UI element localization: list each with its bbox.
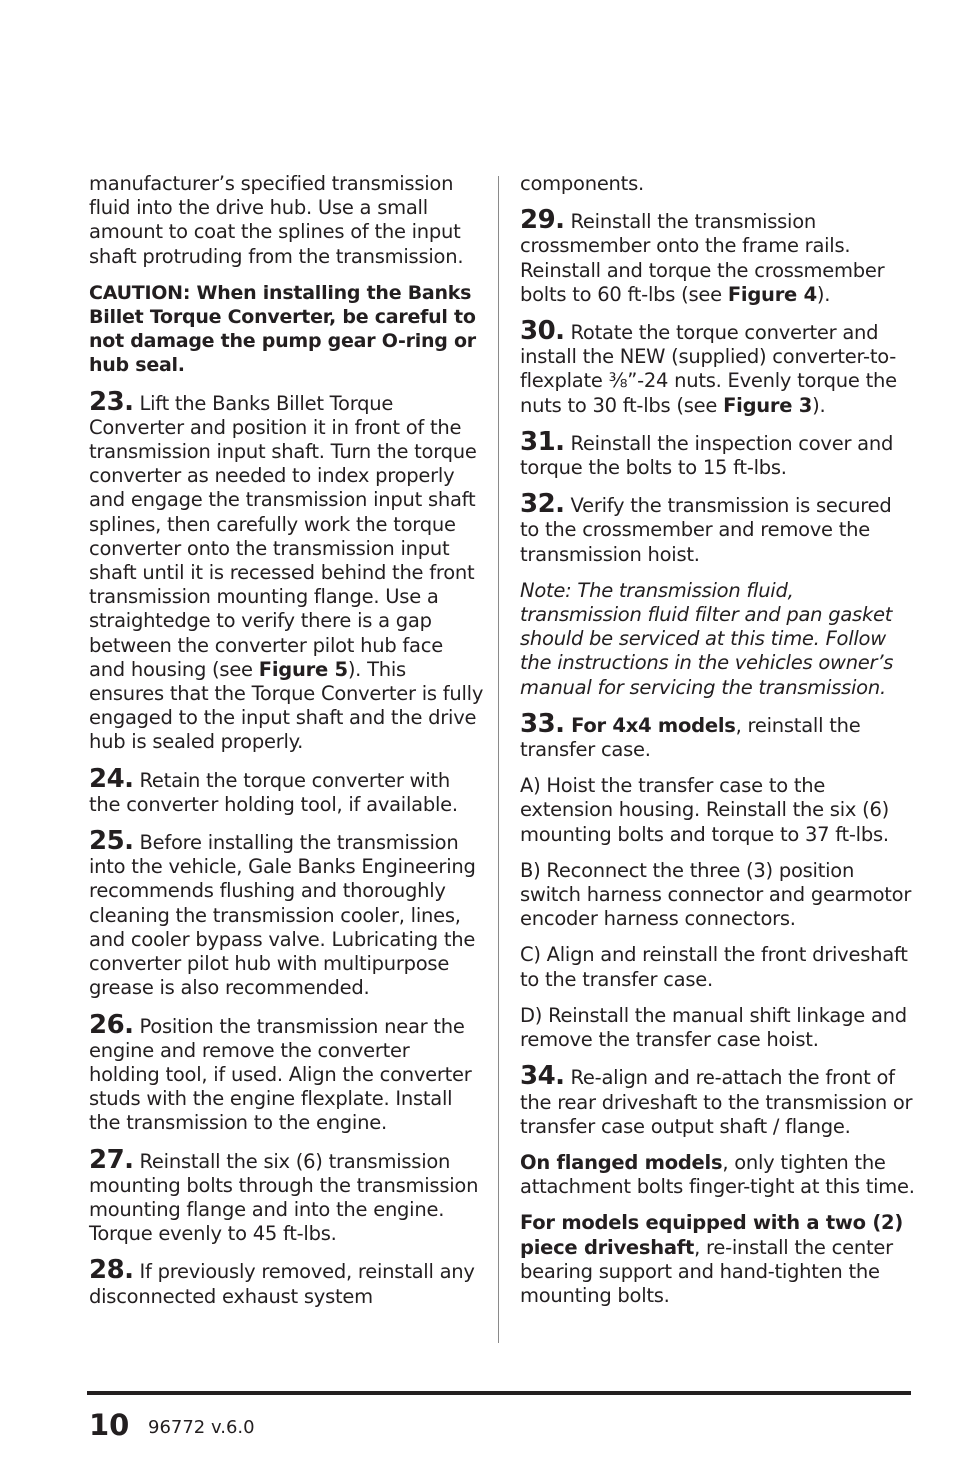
caution-note: CAUTION: When installing the Banks Billet Torque Converter, be careful to not damage the pump gear O-ring or hub seal. bbox=[89, 281, 476, 377]
step-text: Before installing the transmission into the vehicle, Gale Banks Engineering recommends flushing and thoroughly cleaning the transmission cooler, lines, and cooler bypass valve. Lubricating the converter pilot hub with multipurpose grease is also recommended. bbox=[89, 831, 476, 1000]
step-text: ). bbox=[816, 282, 831, 306]
step-24 bbox=[89, 763, 484, 817]
page-number: 10 bbox=[89, 1408, 130, 1442]
flanged-models-note bbox=[520, 1151, 915, 1199]
footer-rule bbox=[87, 1391, 911, 1395]
figure-reference: Figure 5 bbox=[258, 657, 348, 681]
step-text: Reinstall the inspection cover and torque the bolts to 15 ft-lbs. bbox=[520, 431, 894, 480]
left-column bbox=[89, 172, 484, 1321]
step-text: Retain the torque converter with the converter holding tool, if available. bbox=[89, 768, 458, 816]
step-text: Reinstall the six (6) transmission mounting bolts through the transmission mounting flange and into the engine. Torque evenly to 45 ft-lbs. bbox=[89, 1149, 479, 1246]
step-34 bbox=[520, 1061, 915, 1139]
step-number: 33. bbox=[520, 708, 565, 739]
substep-d: D) Reinstall the manual shift linkage and remove the transfer case hoist. bbox=[520, 1003, 907, 1052]
step-26 bbox=[89, 1009, 484, 1136]
emphasis-text: For models equipped with a two (2) piece driveshaft bbox=[520, 1211, 904, 1259]
step-number: 25. bbox=[89, 826, 134, 857]
figure-reference: Figure 4 bbox=[727, 282, 817, 306]
substep-a: A) Hoist the transfer case to the extension housing. Reinstall the six (6) mounting bolts and torque to 37 ft-lbs. bbox=[520, 774, 889, 846]
step-number: 34. bbox=[520, 1061, 565, 1092]
step-number: 26. bbox=[89, 1009, 134, 1040]
paragraph-continued: manufacturer’s specified transmission fluid into the drive hub. Use a small amount to coat the splines of the input shaft protruding from the transmission. bbox=[89, 172, 464, 268]
step-28 bbox=[89, 1255, 484, 1308]
right-column bbox=[520, 172, 915, 1320]
step-text: , reinstall the transfer case. bbox=[520, 713, 861, 762]
step-number: 32. bbox=[520, 489, 565, 520]
step-25 bbox=[89, 826, 484, 1000]
service-note: Note: The transmission fluid, transmission fluid filter and pan gasket should be serviced at this time. Follow the instructions in the vehicles owner’s manual for servicing the transmission. bbox=[520, 578, 894, 699]
step-27 bbox=[89, 1144, 484, 1247]
figure-reference: Figure 3 bbox=[723, 393, 813, 417]
step-number: 29. bbox=[520, 205, 565, 236]
two-piece-driveshaft-note bbox=[520, 1211, 915, 1308]
step-text: , only tighten the attachment bolts finger-tight at this time. bbox=[520, 1150, 915, 1199]
step-text: Position the transmission near the engine and remove the converter holding tool, if used. Align the converter studs with the engine flexplate. Install the transmission to the engine. bbox=[89, 1014, 472, 1135]
step-number: 30. bbox=[520, 316, 565, 347]
step-text: Reinstall the transmission crossmember onto the frame rails. Reinstall and torque the crossmember bolts to 60 ft-lbs (see bbox=[520, 210, 885, 306]
step-text: Rotate the torque converter and install the NEW (supplied) converter-to-flexplate ⅜”-24 nuts. Evenly torque the nuts to 30 ft-lbs (see bbox=[520, 321, 897, 417]
step-text: ). This ensures that the Torque Converter is fully engaged to the input shaft and the drive hub is sealed properly. bbox=[89, 657, 484, 754]
emphasis-text: For 4x4 models bbox=[564, 713, 736, 737]
step-30 bbox=[520, 316, 915, 418]
step-text: , re-install the center bearing support and hand-tighten the mounting bolts. bbox=[520, 1235, 893, 1307]
column-divider bbox=[498, 176, 499, 1343]
emphasis-text: On flanged models bbox=[520, 1150, 723, 1174]
paragraph-continued: components. bbox=[520, 172, 644, 195]
step-text: Re-align and re-attach the front of the rear driveshaft to the transmission or transfer case output shaft / flange. bbox=[520, 1066, 913, 1138]
step-number: 27. bbox=[89, 1144, 134, 1175]
step-number: 23. bbox=[89, 386, 134, 417]
step-32 bbox=[520, 489, 915, 567]
substep-c: C) Align and reinstall the front driveshaft to the transfer case. bbox=[520, 943, 908, 991]
step-text: If previously removed, reinstall any disconnected exhaust system bbox=[89, 1260, 475, 1308]
step-text: ). bbox=[812, 393, 826, 417]
step-31 bbox=[520, 426, 915, 480]
step-number: 28. bbox=[89, 1255, 134, 1286]
step-number: 24. bbox=[89, 763, 134, 794]
step-number: 31. bbox=[520, 426, 565, 457]
step-33 bbox=[520, 708, 915, 762]
step-text: Lift the Banks Billet Torque Converter and position it in front of the transmission input shaft. Turn the torque converter as needed to index properly and engage the transmission input shaft splines, then carefully work the torque converter onto the transmission input shaft until it is recessed behind the front transmission mounting flange. Use a straightedge to verify there is a gap between the converter pilot hub face and housing (see bbox=[89, 391, 477, 681]
step-23 bbox=[89, 386, 484, 755]
substep-b: B) Reconnect the three (3) position switch harness connector and gearmotor encoder harness connectors. bbox=[520, 858, 912, 931]
document-id: 96772 v.6.0 bbox=[148, 1417, 255, 1438]
step-text: Verify the transmission is secured to the crossmember and remove the transmission hoist. bbox=[520, 494, 892, 566]
step-29 bbox=[520, 205, 915, 307]
